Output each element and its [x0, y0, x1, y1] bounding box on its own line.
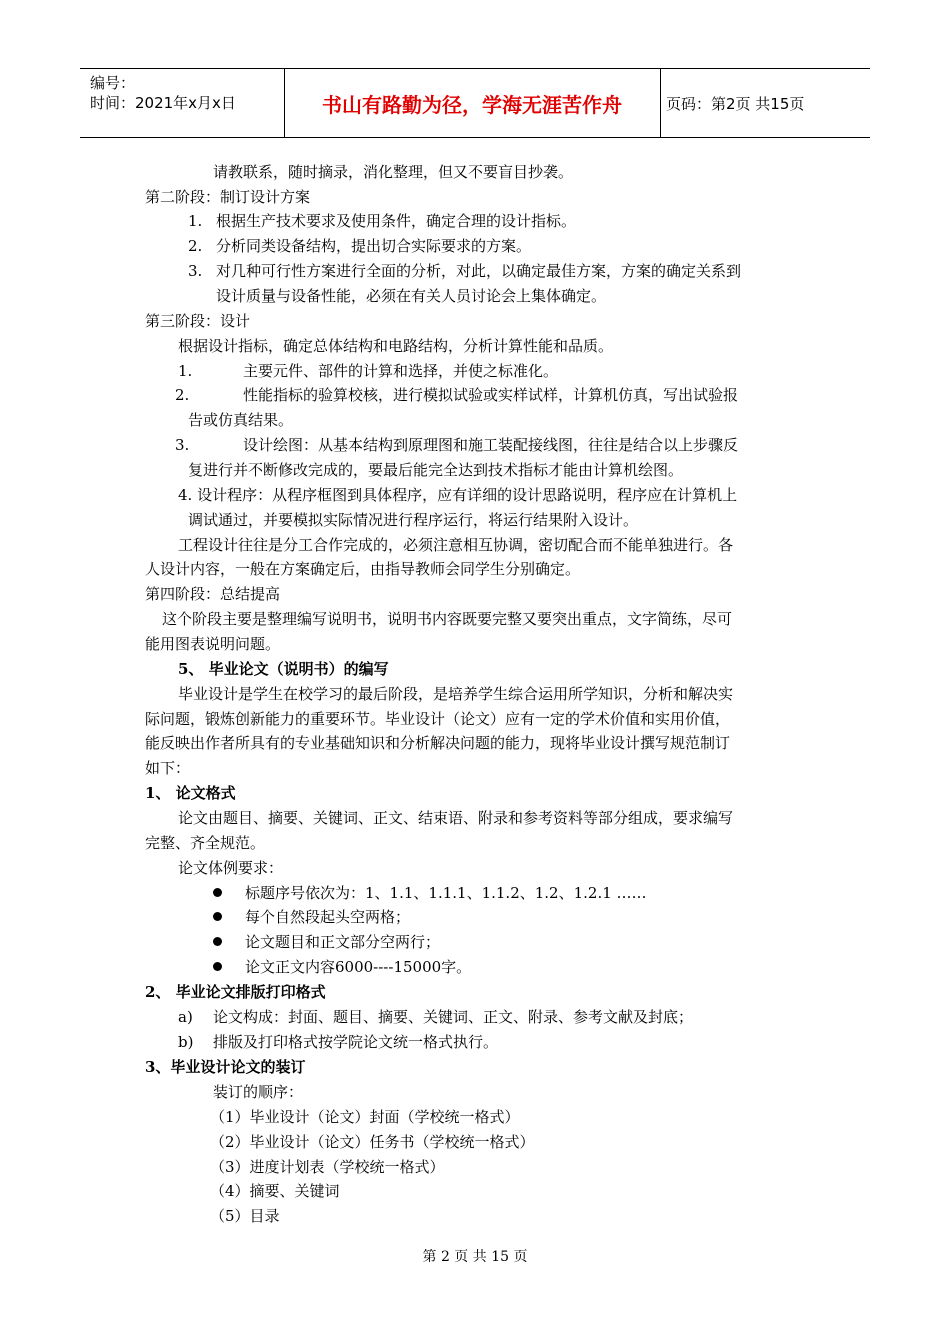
- list-number: 2.: [175, 386, 190, 404]
- section-heading: 2、 毕业论文排版打印格式: [145, 983, 326, 1001]
- text-line: 如下：: [145, 759, 191, 777]
- bullet-item: 标题序号依次为：1、1.1、1.1.1、1.1.2、1.2、1.2.1 ……: [245, 884, 647, 902]
- list-item: 分析同类设备结构，提出切合实际要求的方案。: [216, 237, 532, 255]
- bullet-icon: [213, 937, 222, 946]
- bullet-icon: [213, 962, 222, 971]
- list-item: 排版及打印格式按学院论文统一格式执行。: [213, 1033, 499, 1051]
- header-motto: 书山有路勤为径，学海无涯苦作舟: [322, 92, 622, 117]
- list-item: 4. 设计程序：从程序框图到具体程序，应有详细的设计思路说明，程序应在计算机上: [178, 486, 738, 504]
- page-footer: 第 2 页 共 15 页: [422, 1249, 528, 1265]
- list-item: 对几种可行性方案进行全面的分析，对此，以确定最佳方案，方案的确定关系到: [216, 262, 742, 280]
- list-item: 根据生产技术要求及使用条件，确定合理的设计指标。: [216, 212, 577, 230]
- bullet-icon: [213, 912, 222, 921]
- list-letter: b): [178, 1033, 194, 1051]
- text-line: 论文由题目、摘要、关键词、正文、结束语、附录和参考资料等部分组成，要求编写: [178, 809, 734, 827]
- bullet-item: 论文题目和正文部分空两行；: [245, 933, 441, 951]
- number-label: 编号：: [90, 74, 136, 92]
- list-item-cont: 复进行并不断修改完成的，要最后能完全达到技术指标才能由计算机绘图。: [188, 461, 684, 479]
- text-line: 这个阶段主要是整理编写说明书，说明书内容既要完整又要突出重点，文字简练，尽可: [162, 610, 733, 628]
- section-heading: 3、毕业设计论文的装订: [145, 1058, 306, 1076]
- stage-heading: 第三阶段：设计: [145, 312, 251, 330]
- text-line: 根据设计指标，确定总体结构和电路结构，分析计算性能和品质。: [178, 337, 614, 355]
- list-item: （3）进度计划表（学校统一格式）: [210, 1158, 445, 1176]
- list-letter: a): [178, 1008, 193, 1026]
- list-number: 1.: [188, 212, 203, 230]
- bullet-item: 每个自然段起头空两格；: [245, 908, 411, 926]
- text-line: 人设计内容，一般在方案确定后，由指导教师会同学生分别确定。: [145, 560, 581, 578]
- text-line: 际问题，锻炼创新能力的重要环节。毕业设计（论文）应有一定的学术价值和实用价值，: [145, 710, 731, 728]
- list-item: 设计绘图：从基本结构到原理图和施工装配接线图，往往是结合以上步骤反: [243, 436, 739, 454]
- date-label: 时间：2021年x月x日: [90, 94, 236, 112]
- text-line: 论文体例要求：: [178, 859, 284, 877]
- stage-heading: 第二阶段：制订设计方案: [145, 188, 311, 206]
- section-heading: 5、 毕业论文（说明书）的编写: [178, 660, 389, 678]
- list-item: 性能指标的验算校核，进行模拟试验或实样试样，计算机仿真，写出试验报: [243, 386, 739, 404]
- list-item-cont: 调试通过，并要模拟实际情况进行程序运行，将运行结果附入设计。: [188, 511, 639, 529]
- bullet-icon: [213, 888, 222, 897]
- list-item-cont: 设计质量与设备性能，必须在有关人员讨论会上集体确定。: [216, 287, 607, 305]
- list-item: 主要元件、部件的计算和选择，并使之标准化。: [243, 362, 559, 380]
- text-line: 毕业设计是学生在校学习的最后阶段，是培养学生综合运用所学知识，分析和解决实: [178, 685, 734, 703]
- stage-heading: 第四阶段：总结提高: [145, 585, 281, 603]
- text-line: 工程设计往往是分工合作完成的，必须注意相互协调，密切配合而不能单独进行。各: [178, 536, 734, 554]
- list-number: 1.: [178, 362, 193, 380]
- list-item: （2）毕业设计（论文）任务书（学校统一格式）: [210, 1133, 535, 1151]
- list-item: （5）目录: [210, 1207, 280, 1225]
- page-header: [80, 68, 870, 138]
- text-line: 完整、齐全规范。: [145, 834, 266, 852]
- list-item: （4）摘要、关键词: [210, 1182, 340, 1200]
- list-number: 3.: [188, 262, 203, 280]
- list-number: 3.: [175, 436, 190, 454]
- bullet-item: 论文正文内容6000----15000字。: [245, 958, 472, 976]
- list-item-cont: 告或仿真结果。: [188, 411, 294, 429]
- text-line: 能反映出作者所具有的专业基础知识和分析解决问题的能力，现将毕业设计撰写规范制订: [145, 734, 731, 752]
- list-number: 2.: [188, 237, 203, 255]
- header-divider: [660, 69, 661, 137]
- text-line: 请教联系，随时摘录，消化整理，但又不要盲目抄袭。: [213, 163, 574, 181]
- list-item: （1）毕业设计（论文）封面（学校统一格式）: [210, 1108, 520, 1126]
- header-meta: [90, 73, 280, 113]
- text-line: 装订的顺序：: [213, 1083, 304, 1101]
- list-item: 论文构成：封面、题目、摘要、关键词、正文、附录、参考文献及封底；: [213, 1008, 694, 1026]
- text-line: 能用图表说明问题。: [145, 635, 281, 653]
- section-heading: 1、 论文格式: [145, 784, 236, 802]
- header-page-info: 页码：第2页 共15页: [666, 94, 805, 113]
